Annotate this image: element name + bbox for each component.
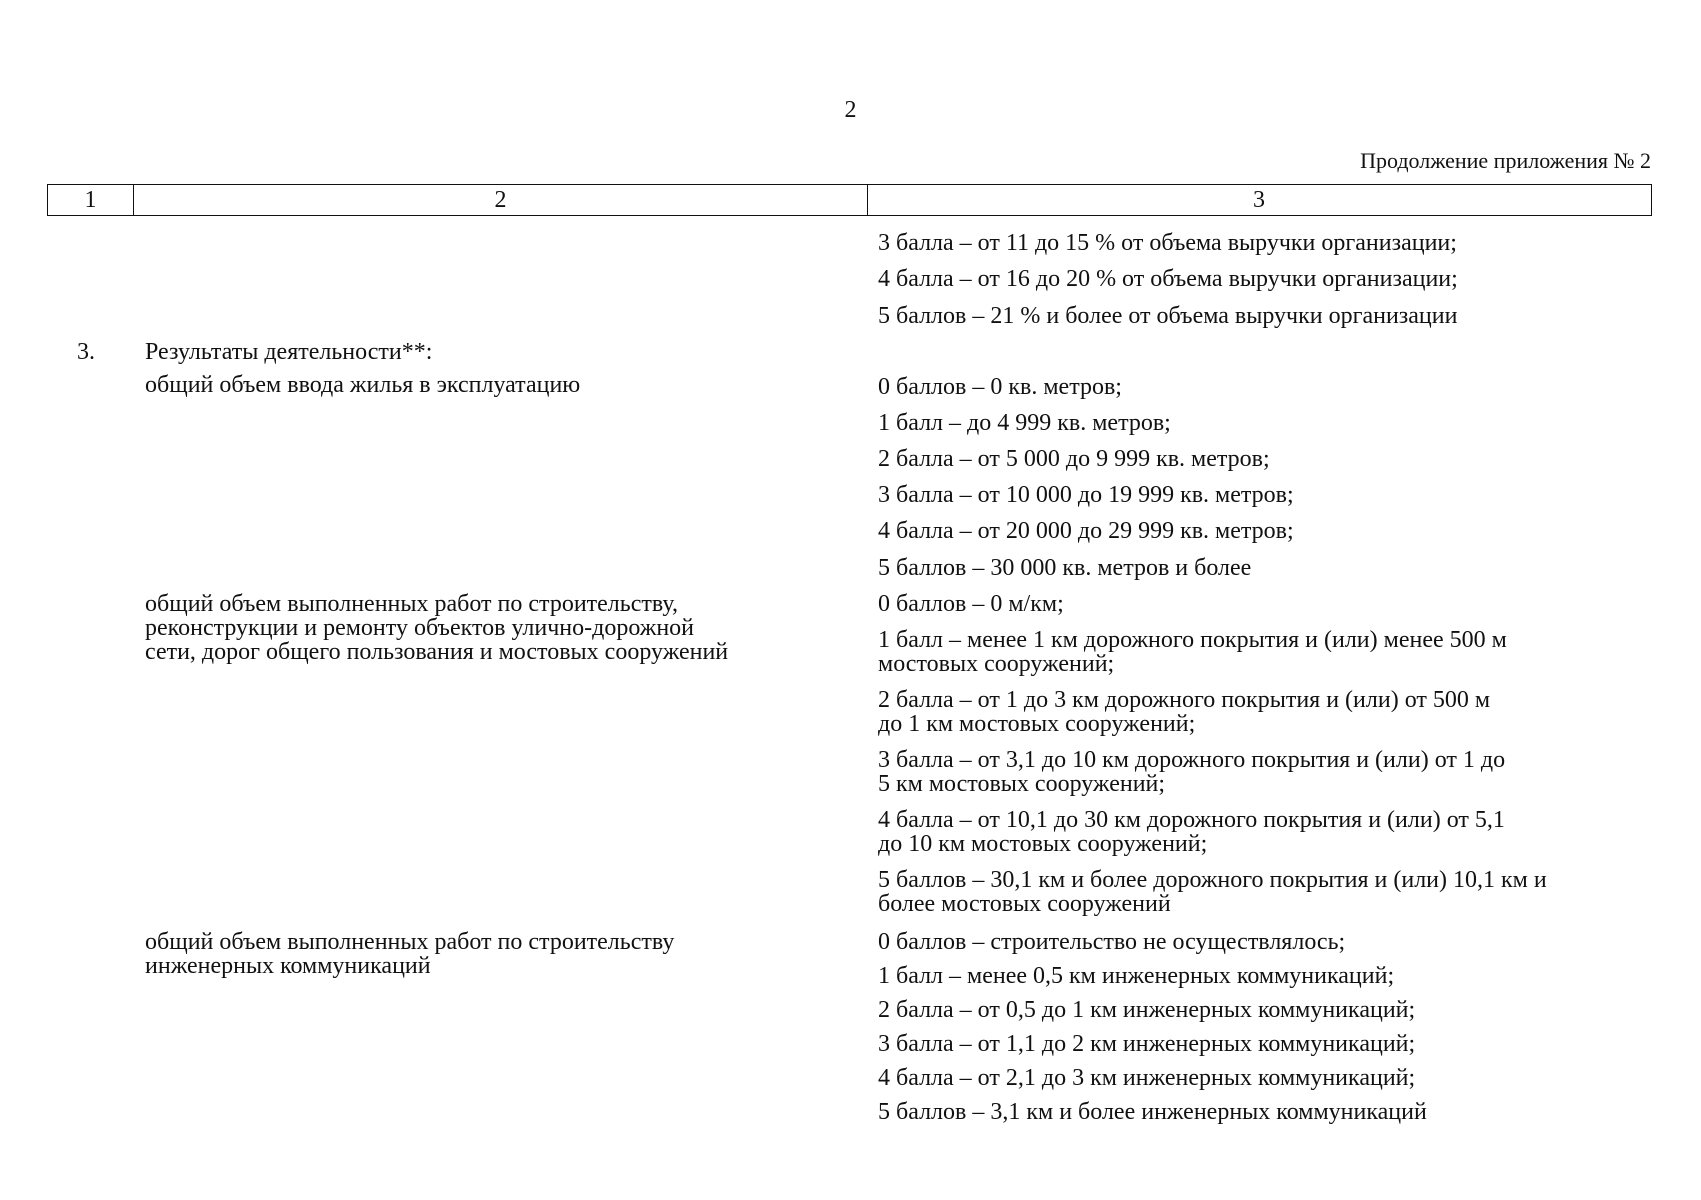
section-title: Результаты деятельности**: — [145, 339, 433, 365]
criterion-line: 5 км мостовых сооружений; — [878, 771, 1166, 797]
criterion-line: 2 балла – от 0,5 до 1 км инженерных коммуникаций; — [878, 997, 1416, 1023]
criterion-line: 5 баллов – 3,1 км и более инженерных коммуникаций — [878, 1099, 1427, 1125]
indicator-name-line: инженерных коммуникаций — [145, 953, 431, 979]
criterion-line: 3 балла – от 11 до 15 % от объема выручки организации; — [878, 230, 1457, 256]
criterion-line: 1 балл – до 4 999 кв. метров; — [878, 410, 1171, 436]
indicator-name-line: общий объем ввода жилья в эксплуатацию — [145, 372, 581, 398]
criterion-line: 5 баллов – 30,1 км и более дорожного покрытия и (или) 10,1 км и — [878, 867, 1547, 893]
indicator-name-line: общий объем выполненных работ по строительству — [145, 929, 675, 955]
criterion-line: до 10 км мостовых сооружений; — [878, 831, 1208, 857]
criterion-line: более мостовых сооружений — [878, 891, 1171, 917]
criterion-line: 2 балла – от 1 до 3 км дорожного покрытия и (или) от 500 м — [878, 687, 1491, 713]
table-header-col-3: 3 — [1253, 186, 1265, 213]
criterion-line: до 1 км мостовых сооружений; — [878, 711, 1196, 737]
criterion-line: 4 балла – от 2,1 до 3 км инженерных коммуникаций; — [878, 1065, 1416, 1091]
criterion-line: 1 балл – менее 0,5 км инженерных коммуникаций; — [878, 963, 1395, 989]
indicator-name-line: реконструкции и ремонту объектов улично-дорожной — [145, 615, 695, 641]
criterion-line: 3 балла – от 1,1 до 2 км инженерных коммуникаций; — [878, 1031, 1416, 1057]
criterion-line: 4 балла – от 10,1 до 30 км дорожного покрытия и (или) от 5,1 — [878, 807, 1505, 833]
table-header-row — [47, 184, 1652, 216]
criterion-line: 5 баллов – 21 % и более от объема выручки организации — [878, 303, 1458, 329]
criterion-line: 1 балл – менее 1 км дорожного покрытия и (или) менее 500 м — [878, 627, 1507, 653]
criterion-line: мостовых сооружений; — [878, 651, 1115, 677]
indicator-name-line: общий объем выполненных работ по строительству, — [145, 591, 678, 617]
criterion-line: 0 баллов – 0 м/км; — [878, 591, 1064, 617]
criterion-line: 2 балла – от 5 000 до 9 999 кв. метров; — [878, 446, 1270, 472]
criterion-line: 4 балла – от 16 до 20 % от объема выручки организации; — [878, 266, 1458, 292]
table-header-col-1: 1 — [48, 185, 134, 215]
criterion-line: 5 баллов – 30 000 кв. метров и более — [878, 555, 1252, 581]
indicator-name-line: сети, дорог общего пользования и мостовых сооружений — [145, 639, 729, 665]
continuation-label: Продолжение приложения № 2 — [1360, 148, 1651, 173]
section-number: 3. — [77, 339, 95, 365]
criterion-line: 0 баллов – 0 кв. метров; — [878, 374, 1122, 400]
page-number: 2 — [844, 97, 857, 123]
criterion-line: 4 балла – от 20 000 до 29 999 кв. метров; — [878, 518, 1294, 544]
criterion-line: 3 балла – от 10 000 до 19 999 кв. метров; — [878, 482, 1294, 508]
table-header-col-2: 2 — [134, 185, 868, 215]
criterion-line: 3 балла – от 3,1 до 10 км дорожного покрытия и (или) от 1 до — [878, 747, 1506, 773]
criterion-line: 0 баллов – строительство не осуществлялось; — [878, 929, 1346, 955]
